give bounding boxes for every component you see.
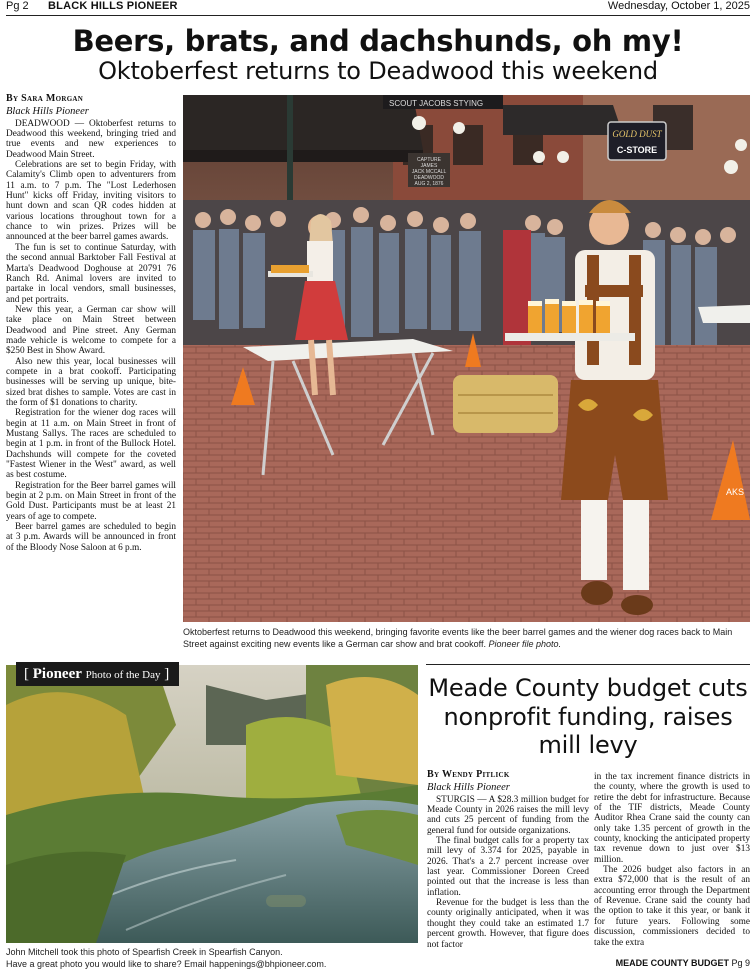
body-paragraph: Beer barrel games are scheduled to begin at 3 p.m. Awards will be announced in front of the Bloody Nose Saloon at 6 p.m. — [6, 522, 176, 553]
cone-text: AKS — [726, 487, 745, 497]
jump-label: MEADE COUNTY BUDGET — [615, 958, 729, 968]
awning-sign: SCOUT JACOBS STYING — [389, 99, 484, 108]
label-rest: Photo of the Day — [85, 669, 161, 681]
banner-line: JAMES — [420, 163, 438, 169]
caption-credit: Pioneer file photo. — [488, 638, 562, 649]
page-header — [6, 0, 750, 14]
creek-illustration — [6, 665, 418, 943]
jump-page: Pg 9 — [731, 958, 750, 968]
bracket-icon: ] — [164, 666, 170, 682]
banner-line: JACK MCCALL — [411, 169, 447, 175]
body-paragraph: The 2026 budget also factors in an extra $72,000 that is the result of an accounting error through the Department of Revenue. Crane said the county had the option to take it this year, or bank it for future years. Following some discussion, commissioners decided to take the extra — [594, 865, 750, 948]
byline: By Sara Morgan — [6, 93, 84, 104]
potd-caption — [6, 947, 418, 970]
body-paragraph: The final budget calls for a property tax mill levy of 3.374 for 2025, payable in 2026. That's a 2.7 percent increase over last year. Commissioner Doreen Creed pointed out that the increase is less than inflation. — [427, 836, 589, 898]
label-brand: Pioneer — [32, 666, 82, 682]
c-store-sign: C-STORE — [616, 145, 658, 155]
oktoberfest-photo — [183, 95, 750, 622]
jump-line[interactable] — [616, 958, 750, 968]
body-paragraph: Revenue for the budget is less than the county originally anticipated, when it was thought they could take an estimated 1.7 percent growth. However, that figure does not factor — [427, 898, 589, 950]
banner-line: DEADWOOD — [414, 175, 444, 181]
byline: By Wendy Pitlick — [427, 769, 510, 780]
body-paragraph: STURGIS — A $28.3 million budget for Meade County in 2026 raises the mill levy and cuts 25 percent of funding from the general fund for outside organizations. — [427, 794, 589, 836]
body-paragraph: New this year, a German car show will take place on Main Street between Deadwood and Pine street. Any German made vehicle is welcome to compete for a $250 Best in Show Award. — [6, 304, 176, 357]
banner-line: CAPTURE — [417, 157, 441, 163]
budget-column-1 — [427, 770, 589, 950]
body-paragraph: Registration for the wiener dog races will begin at 11 a.m. on Main Street in front of Mustang Sallys. The races are scheduled to begin at 1 p.m. in front of the Bullock Hotel. Dachshunds will compete for the coveted "Fastest Wiener in the West" award, as well as best costume. — [6, 408, 176, 481]
potd-caption-line: John Mitchell took this photo of Spearfish Creek in Spearfish Canyon. — [6, 947, 283, 957]
body-paragraph: Celebrations are set to begin Friday, with Calamity's Climb open to adventurers from 11 a.m. to 7 p.m. The "Lost Lederhosen Hunt" kicks off Friday, inviting visitors to hunt down and scan QR codes hidden at various locations throughout town for a chance to win prizes. Prizes will be announced at the beer barrel games awards. — [6, 160, 176, 243]
photo-caption — [183, 627, 750, 650]
publication-name: BLACK HILLS PIONEER — [48, 0, 178, 12]
story-body — [6, 94, 176, 553]
story-headline: Beers, brats, and dachshunds, oh my! — [72, 24, 684, 58]
body-paragraph: DEADWOOD — Oktoberfest returns to Deadwood this weekend, bringing tried and true events and new experiences to Deadwood Main Street. — [6, 118, 176, 160]
potd-caption-line: Have a great photo you would like to share? Email happenings@bhpioneer.com. — [6, 958, 327, 969]
oktoberfest-illustration — [183, 95, 750, 622]
section-rule — [426, 664, 750, 665]
body-paragraph: Also new this year, local businesses will compete in a brat cookoff. Participating businesses will be serving up unique, bite-sized brat dishes to sample. Votes are cast in the form of $1 donations to charity. — [6, 356, 176, 408]
bracket-icon: [ — [24, 666, 29, 682]
banner-line: AUG 2, 1876 — [414, 181, 444, 187]
body-paragraph: in the tax increment finance districts in the county, where the growth is used to retire the debt for infrastructure. Because of the TIF districts, Meade County Auditor Rhea Crane said the county can only take 1.35 percent of growth in the county, knocking the anticipated property tax revenue down to just over $13 million. — [594, 772, 750, 865]
byline-credit: Black Hills Pioneer — [427, 782, 510, 794]
header-rule — [6, 15, 750, 16]
body-paragraph: Registration for the Beer barrel games will begin at 2 p.m. on Main Street in front of the Gold Dust. Participants must be at least 21 years of age to compete. — [6, 480, 176, 522]
caption-text: Oktoberfest returns to Deadwood this weekend, bringing favorite events like the beer barrel games and the wiener dog races back to Main Street against exciting new events like a German car show and brat cookoff. — [183, 627, 733, 649]
page-number: Pg 2 — [6, 0, 29, 12]
issue-date: Wednesday, October 1, 2025 — [607, 0, 750, 12]
photo-of-the-day-label — [16, 662, 179, 686]
story-deck: Oktoberfest returns to Deadwood this weekend — [98, 57, 658, 85]
budget-headline: Meade County budget cuts nonprofit funding, raises mill levy — [428, 674, 748, 759]
budget-column-2 — [594, 772, 750, 948]
gold-dust-sign: GOLD DUST — [612, 129, 662, 139]
byline-credit: Black Hills Pioneer — [6, 106, 89, 118]
body-paragraph: The fun is set to continue Saturday, with the second annual Barktober Fall Festival at Marta's Deadwood Doghouse at 20791 76 Ranch Rd. Animal lovers are invited to partake in local vendors, small businesses, and pet portraits. — [6, 242, 176, 305]
photo-of-the-day — [6, 665, 418, 943]
